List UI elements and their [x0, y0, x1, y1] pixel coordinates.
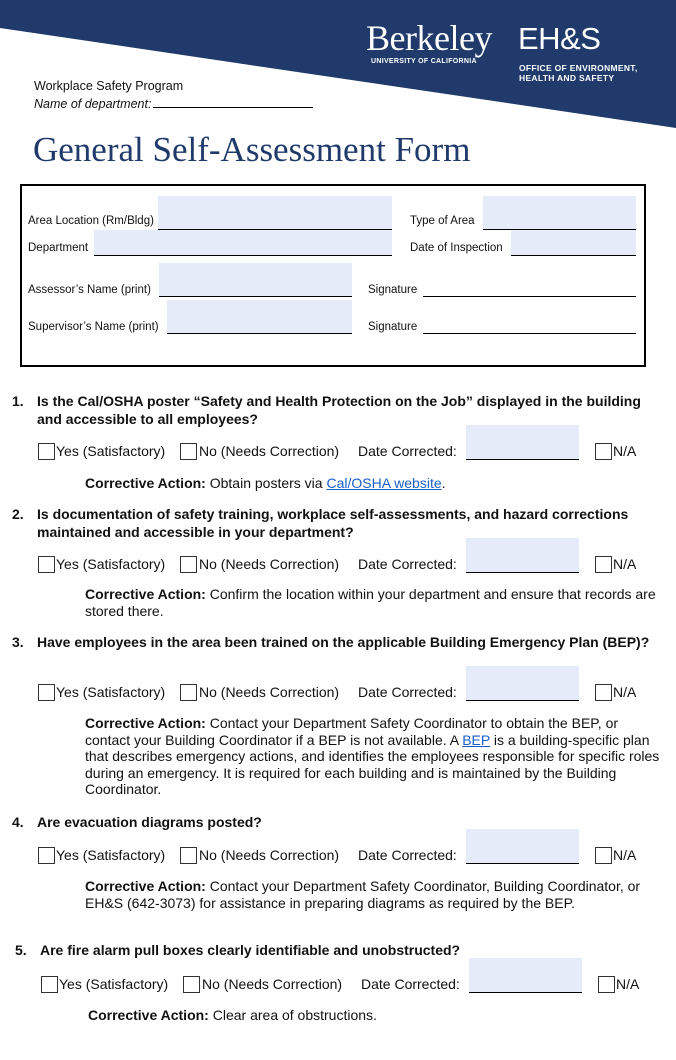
date-of-inspection-line	[511, 255, 636, 256]
corrective-action-5	[88, 1007, 663, 1024]
date-corrected-input[interactable]	[466, 666, 579, 701]
corrective-action-text: Contact your Department Safety Coordinator, Building Coordinator, or EH&S (642-3073) for assistance in preparing diagrams as required by the BEP.	[85, 878, 641, 911]
assessor-name-field-bg[interactable]	[159, 263, 352, 297]
supervisor-name-field-bg[interactable]	[167, 300, 352, 334]
calosha-website-link[interactable]: Cal/OSHA website	[326, 475, 442, 491]
no-checkbox[interactable]	[180, 556, 197, 573]
area-location-label: Area Location (Rm/Bldg)	[28, 215, 154, 227]
corrective-action-3	[85, 715, 660, 798]
department-field-bg[interactable]	[94, 230, 392, 256]
question-text: Is documentation of safety training, workplace self-assessments, and hazard corrections maintained and accessible in your department?	[37, 506, 629, 540]
yes-checkbox[interactable]	[41, 976, 58, 993]
question-text: Are fire alarm pull boxes clearly identifiable and unobstructed?	[40, 942, 461, 958]
no-checkbox[interactable]	[183, 976, 200, 993]
question-text: Is the Cal/OSHA poster “Safety and Health Protection on the Job” displayed in the building and accessible to all employees?	[37, 393, 641, 427]
supervisor-name-label: Supervisor’s Name (print)	[28, 321, 159, 333]
question-text: Are evacuation diagrams posted?	[37, 814, 262, 830]
no-label: No (Needs Correction)	[199, 684, 340, 700]
date-corrected-label: Date Corrected:	[358, 684, 457, 700]
brand-sub: UNIVERSITY OF CALIFORNIA	[371, 58, 477, 65]
berkeley-ehs-logo	[366, 18, 638, 83]
signature-2-line[interactable]	[423, 333, 636, 334]
date-corrected-label: Date Corrected:	[358, 556, 457, 572]
page-title: General Self-Assessment Form	[33, 130, 471, 169]
corrective-action-1	[85, 475, 660, 492]
date-corrected-line	[466, 572, 579, 573]
department-label: Department	[28, 242, 89, 254]
corrective-action-text-end: .	[441, 475, 446, 491]
question-text: Have employees in the area been trained on the applicable Building Emergency Plan (BEP)?	[37, 634, 650, 650]
type-of-area-label: Type of Area	[410, 215, 475, 227]
brand-unit: EH&S	[518, 21, 601, 56]
date-corrected-line	[466, 863, 579, 864]
no-label: No (Needs Correction)	[199, 556, 340, 572]
corrective-action-text-end: is a building-specific plan that describes emergency actions, and identifies the employees responsible for specific roles during an emergency. It is required for each building and is maintained by the Building Coordinator.	[85, 731, 660, 797]
question-number: 4.	[12, 814, 24, 830]
no-label: No (Needs Correction)	[199, 443, 340, 459]
date-of-inspection-label: Date of Inspection	[410, 242, 503, 254]
date-of-inspection-field-bg[interactable]	[511, 230, 636, 256]
no-checkbox[interactable]	[180, 847, 197, 864]
yes-label: Yes (Satisfactory)	[56, 556, 166, 572]
yes-label: Yes (Satisfactory)	[56, 443, 166, 459]
yes-label: Yes (Satisfactory)	[59, 976, 169, 992]
type-of-area-field-bg[interactable]	[483, 196, 636, 230]
no-label: No (Needs Correction)	[199, 847, 340, 863]
office-name	[519, 63, 638, 83]
question-number: 3.	[12, 634, 24, 650]
corrective-action-text: Confirm the location within your department and ensure that records are stored there.	[85, 586, 656, 619]
office-line-2: HEALTH AND SAFETY	[519, 73, 615, 83]
yes-label: Yes (Satisfactory)	[56, 684, 166, 700]
date-corrected-input[interactable]	[469, 958, 582, 993]
bep-link[interactable]: BEP	[462, 731, 490, 748]
date-corrected-line	[469, 992, 582, 993]
corrective-action-text: Contact your Department Safety Coordinator to obtain the BEP, or contact your Building Coordinator if a BEP is not available. A	[85, 715, 619, 748]
brand-name: Berkeley	[366, 18, 492, 58]
assessor-name-line	[159, 296, 352, 297]
yes-label: Yes (Satisfactory)	[56, 847, 166, 863]
corrective-action-text: Obtain posters via	[205, 475, 327, 491]
assessor-name-label: Assessor’s Name (print)	[28, 284, 151, 296]
corrective-action-label: Corrective Action:	[88, 1007, 209, 1023]
signature-1-line[interactable]	[423, 296, 636, 297]
corrective-action-label: Corrective Action:	[85, 586, 206, 602]
area-location-field-bg[interactable]	[158, 196, 392, 230]
department-name-field[interactable]	[153, 96, 313, 108]
yes-checkbox[interactable]	[38, 684, 55, 701]
na-label: N/A	[616, 976, 640, 992]
date-corrected-input[interactable]	[466, 538, 579, 573]
no-checkbox[interactable]	[180, 684, 197, 701]
na-label: N/A	[613, 847, 637, 863]
date-corrected-input[interactable]	[466, 425, 579, 460]
question-number: 2.	[12, 506, 24, 522]
date-corrected-input[interactable]	[466, 829, 579, 864]
department-row	[34, 96, 313, 111]
date-corrected-label: Date Corrected:	[361, 976, 460, 992]
corrective-action-label: Corrective Action:	[85, 878, 206, 894]
program-name: Workplace Safety Program	[34, 79, 184, 93]
na-checkbox[interactable]	[595, 684, 612, 701]
yes-checkbox[interactable]	[38, 443, 55, 460]
yes-checkbox[interactable]	[38, 847, 55, 864]
office-line-1: OFFICE OF ENVIRONMENT,	[519, 63, 638, 73]
na-label: N/A	[613, 684, 637, 700]
na-checkbox[interactable]	[595, 443, 612, 460]
na-checkbox[interactable]	[598, 976, 615, 993]
na-checkbox[interactable]	[595, 556, 612, 573]
na-label: N/A	[613, 556, 637, 572]
supervisor-name-line	[167, 333, 352, 334]
corrective-action-label: Corrective Action:	[85, 475, 206, 491]
question-number: 1.	[12, 393, 24, 409]
question-number: 5.	[15, 942, 27, 958]
signature-2-label: Signature	[368, 321, 418, 333]
na-label: N/A	[613, 443, 637, 459]
date-corrected-line	[466, 459, 579, 460]
corrective-action-4	[85, 878, 660, 911]
corrective-action-2	[85, 586, 665, 619]
department-label: Name of department:	[34, 97, 152, 111]
na-checkbox[interactable]	[595, 847, 612, 864]
date-corrected-label: Date Corrected:	[358, 443, 457, 459]
no-label: No (Needs Correction)	[202, 976, 343, 992]
assessment-info-box	[20, 184, 646, 367]
date-corrected-line	[466, 700, 579, 701]
date-corrected-label: Date Corrected:	[358, 847, 457, 863]
yes-checkbox[interactable]	[38, 556, 55, 573]
no-checkbox[interactable]	[180, 443, 197, 460]
department-line	[94, 255, 392, 256]
corrective-action-text: Clear area of obstructions.	[208, 1007, 377, 1023]
corrective-action-label: Corrective Action:	[85, 715, 206, 731]
signature-1-label: Signature	[368, 284, 418, 296]
